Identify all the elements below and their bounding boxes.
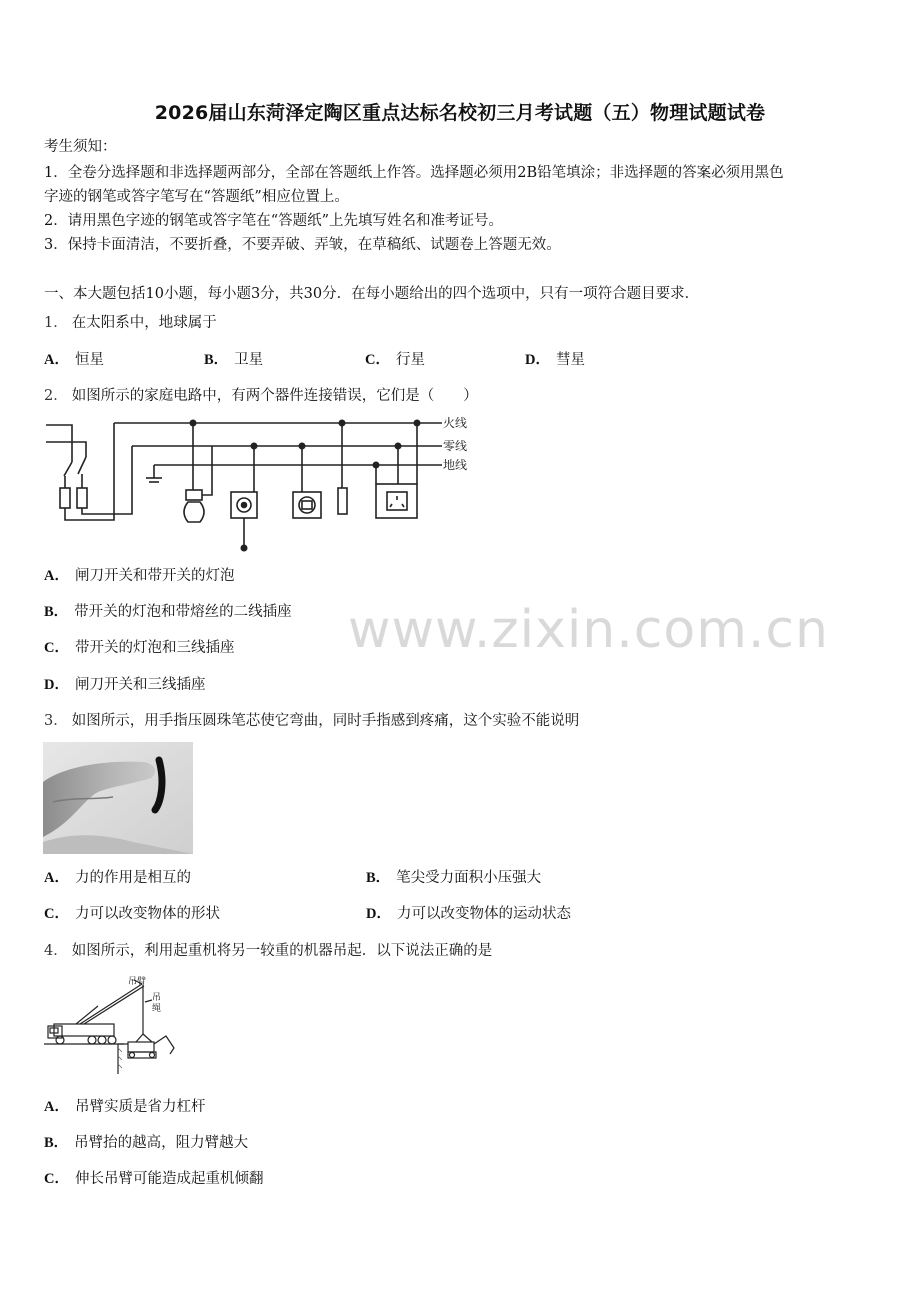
option-text: 力可以改变物体的运动状态 bbox=[396, 906, 571, 922]
question-number: 1． bbox=[44, 315, 68, 331]
option-a[interactable] bbox=[44, 868, 191, 888]
option-text: 卫星 bbox=[234, 352, 264, 368]
notice-item: 3．保持卡面清洁，不要折叠，不要弄破、弄皱，在草稿纸、试题卷上答题无效。 bbox=[44, 237, 561, 253]
section-heading: 一、本大题包括10小题，每小题3分，共30分．在每小题给出的四个选项中，只有一项符合题目要求． bbox=[44, 286, 700, 302]
option-text: 闸刀开关和带开关的灯泡 bbox=[74, 568, 235, 584]
question-text: 如图所示的家庭电路中，有两个器件连接错误，它们是（ ） bbox=[71, 388, 478, 404]
option-c[interactable] bbox=[44, 1169, 263, 1189]
option-a[interactable] bbox=[44, 566, 234, 586]
option-d[interactable] bbox=[44, 675, 205, 695]
question-4 bbox=[44, 941, 492, 961]
notice-heading: 考生须知： bbox=[44, 139, 117, 155]
option-c[interactable] bbox=[44, 638, 234, 658]
option-d[interactable] bbox=[366, 904, 571, 924]
option-label: C． bbox=[44, 1171, 69, 1187]
option-text: 带开关的灯泡和带熔丝的二线插座 bbox=[74, 604, 292, 620]
zero-line-label: 零线 bbox=[443, 439, 468, 453]
option-b[interactable] bbox=[44, 1133, 248, 1153]
option-label: A． bbox=[44, 568, 69, 584]
option-c[interactable] bbox=[365, 350, 425, 370]
question-text: 如图所示，用手指压圆珠笔芯使它弯曲，同时手指感到疼痛，这个实验不能说明 bbox=[71, 713, 580, 729]
option-label: D． bbox=[44, 677, 69, 693]
option-label: A． bbox=[44, 870, 69, 886]
notice-item: 2．请用黑色字迹的钢笔或答字笔在“答题纸”上先填写姓名和准考证号。 bbox=[44, 213, 504, 229]
option-label: B． bbox=[44, 604, 69, 620]
finger-pen-photo bbox=[43, 742, 193, 854]
watermark: www.zixin.com.cn bbox=[348, 600, 829, 660]
option-label: B． bbox=[44, 1135, 69, 1151]
option-label: B． bbox=[204, 352, 229, 368]
question-text: 如图所示，利用起重机将另一较重的机器吊起．以下说法正确的是 bbox=[71, 943, 493, 959]
option-b[interactable] bbox=[366, 868, 541, 888]
rope-label-2: 绳 bbox=[152, 1004, 162, 1014]
question-3 bbox=[44, 711, 579, 731]
option-text: 闸刀开关和三线插座 bbox=[74, 677, 206, 693]
option-text: 笔尖受力面积小压强大 bbox=[396, 870, 542, 886]
household-circuit-figure bbox=[42, 412, 482, 557]
notice-item: 1．全卷分选择题和非选择题两部分，全部在答题纸上作答。选择题必须用2B铅笔填涂；非选择题的答案必须用黑色 bbox=[44, 165, 784, 181]
fire-line-label: 火线 bbox=[443, 416, 468, 430]
question-number: 3． bbox=[44, 713, 68, 729]
option-text: 力的作用是相互的 bbox=[74, 870, 191, 886]
option-label: C． bbox=[44, 640, 69, 656]
option-text: 吊臂实质是省力杠杆 bbox=[74, 1099, 206, 1115]
option-label: C． bbox=[44, 906, 69, 922]
option-text: 彗星 bbox=[555, 352, 585, 368]
question-1 bbox=[44, 313, 217, 333]
option-a[interactable] bbox=[44, 1097, 205, 1117]
option-text: 吊臂抬的越高，阻力臂越大 bbox=[74, 1135, 249, 1151]
option-label: A． bbox=[44, 352, 69, 368]
option-c[interactable] bbox=[44, 904, 220, 924]
notice-item: 字迹的钢笔或答字笔写在“答题纸”相应位置上。 bbox=[44, 189, 349, 205]
crane-figure bbox=[44, 976, 194, 1076]
option-label: A． bbox=[44, 1099, 69, 1115]
question-2 bbox=[44, 386, 478, 406]
option-text: 行星 bbox=[395, 352, 425, 368]
option-text: 恒星 bbox=[74, 352, 104, 368]
page-title: 2026届山东菏泽定陶区重点达标名校初三月考试题（五）物理试题试卷 bbox=[154, 102, 766, 124]
option-label: B． bbox=[366, 870, 391, 886]
question-text: 在太阳系中，地球属于 bbox=[71, 315, 217, 331]
option-d[interactable] bbox=[525, 350, 585, 370]
option-b[interactable] bbox=[44, 602, 292, 622]
option-text: 力可以改变物体的形状 bbox=[74, 906, 220, 922]
option-a[interactable] bbox=[44, 350, 104, 370]
question-number: 2． bbox=[44, 388, 68, 404]
question-number: 4． bbox=[44, 943, 68, 959]
option-text: 带开关的灯泡和三线插座 bbox=[74, 640, 235, 656]
option-b[interactable] bbox=[204, 350, 263, 370]
option-label: D． bbox=[366, 906, 391, 922]
boom-label: 吊臂 bbox=[128, 977, 147, 987]
ground-line-label: 地线 bbox=[443, 458, 468, 472]
option-label: C． bbox=[365, 352, 390, 368]
rope-label-1: 吊 bbox=[152, 993, 162, 1003]
option-text: 伸长吊臂可能造成起重机倾翻 bbox=[74, 1171, 264, 1187]
option-label: D． bbox=[525, 352, 550, 368]
